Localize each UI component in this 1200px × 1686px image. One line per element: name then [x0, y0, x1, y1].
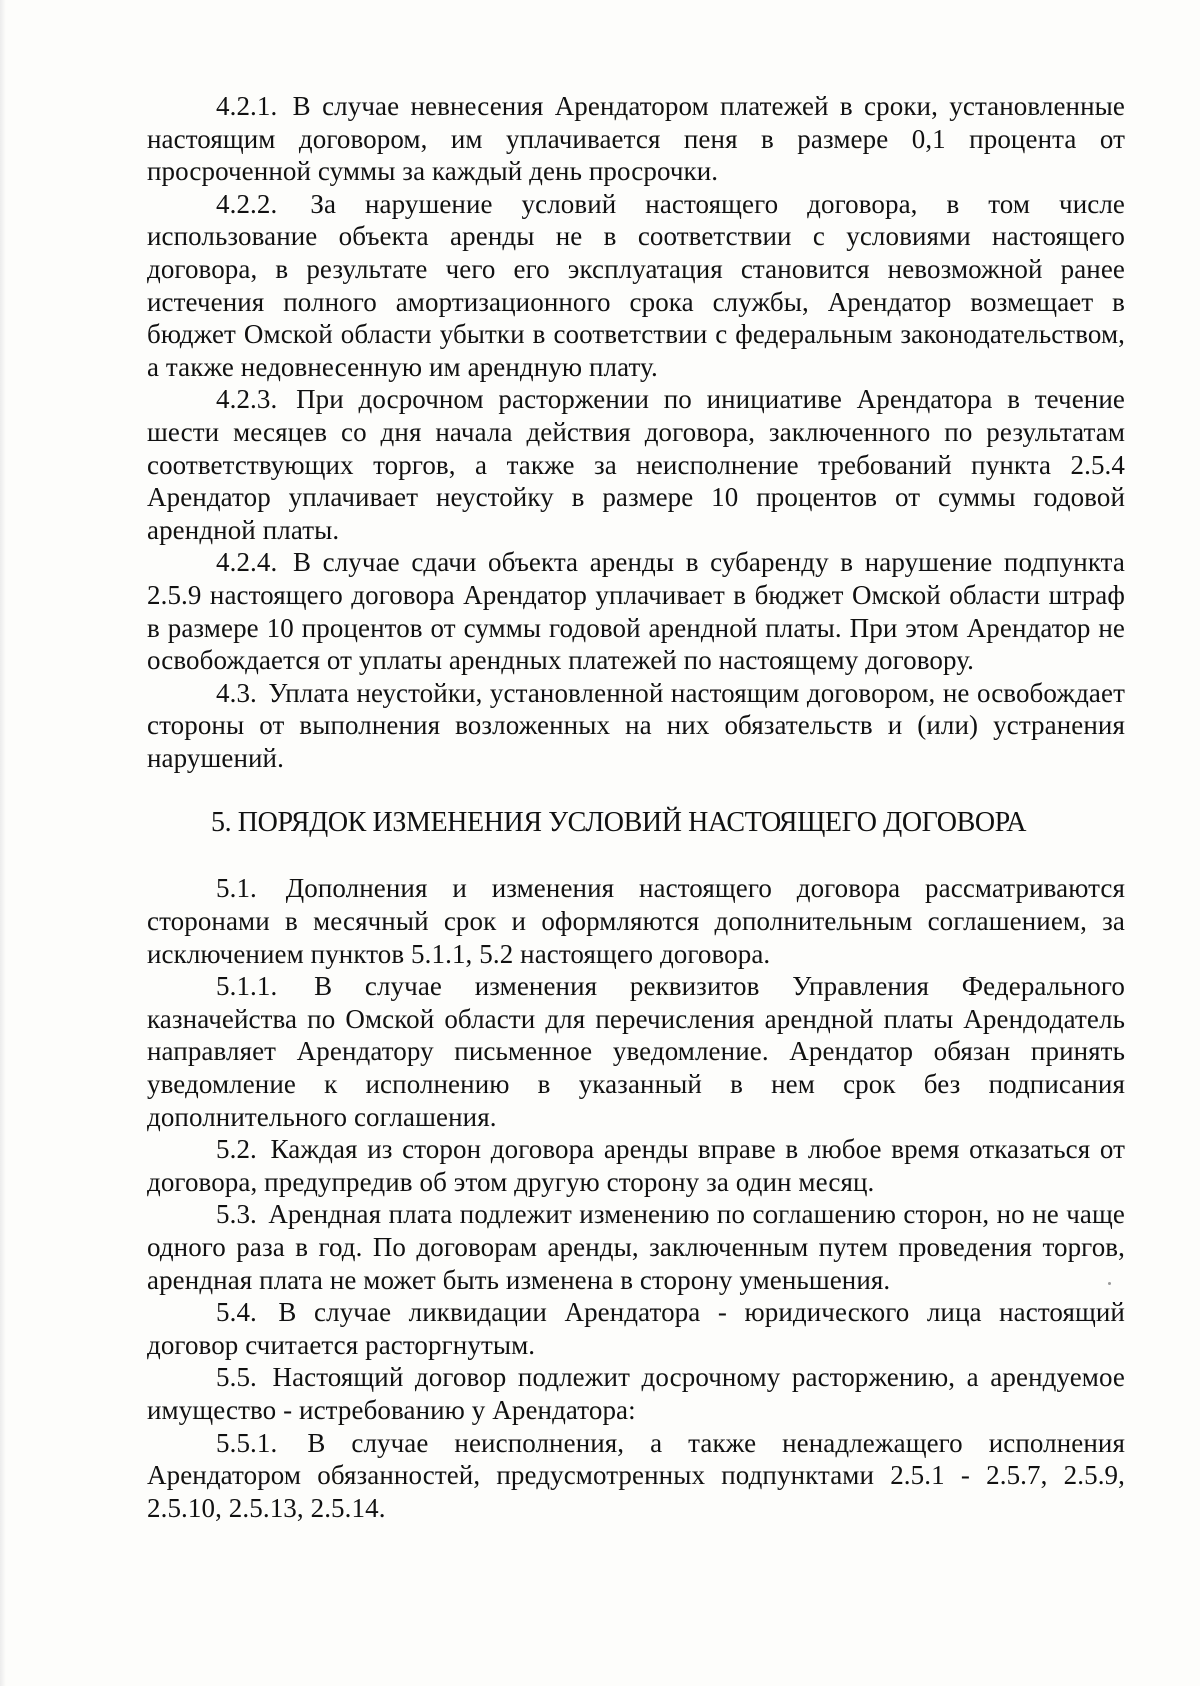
clause-text: Каждая из сторон договора аренды вправе в любое время отказаться от договора, предупредив об этом другую сторону за один месяц. — [147, 1134, 1125, 1197]
clause-number: 5.4. — [216, 1297, 257, 1328]
clause-block-5 — [147, 872, 1125, 1524]
clause-text: Настоящий договор подлежит досрочному расторжению, а арендуемое имущество - истребованию у Арендатора: — [147, 1362, 1125, 1425]
clause-text: В случае неисполнения, а также ненадлежащего исполнения Арендатором обязанностей, предусмотренных подпунктами 2.5.1 - 2.5.7, 2.5.9, 2.5.10, 2.5.13, 2.5.14. — [147, 1427, 1125, 1523]
clause-5-5-1 — [147, 1427, 1125, 1525]
clause-4-3 — [147, 677, 1125, 775]
scan-speck — [1108, 1282, 1111, 1285]
clause-block-4 — [147, 90, 1125, 774]
clause-number: 5.1. — [216, 873, 257, 904]
clause-number: 5.5.1. — [216, 1427, 278, 1458]
clause-text: В случае сдачи объекта аренды в субаренду в нарушение подпункта 2.5.9 настоящего договора Арендатор уплачивает в бюджет Омской области штраф в размере 10 процентов от суммы годовой арендной платы. При этом Арендатор не освобождается от уплаты арендных платежей по настоящему договору. — [147, 547, 1125, 676]
clause-text: При досрочном расторжении по инициативе Арендатора в течение шести месяцев со дня начала действия договора, заключенного по результатам соответствующих торгов, а также за неисполнение требований пункта 2.5.4 Арендатор уплачивает неустойку в размере 10 процентов от суммы годовой арендной платы. — [147, 384, 1125, 545]
document-body — [147, 90, 1125, 1524]
clause-number: 5.2. — [216, 1134, 257, 1165]
section-5-title: 5. ПОРЯДОК ИЗМЕНЕНИЯ УСЛОВИЙ НАСТОЯЩЕГО ДОГОВОРА — [211, 807, 1027, 839]
clause-5-1-1 — [147, 970, 1125, 1133]
clause-text: В случае изменения реквизитов Управления Федерального казначейства по Омской области для перечисления арендной платы Арендодатель направляет Арендатору письменное уведомление. Арендатор обязан принять уведомление к исполнению в указанный в нем срок без подписания дополнительного соглашения. — [147, 971, 1125, 1132]
clause-number: 4.2.2. — [216, 188, 278, 219]
clause-text: В случае невнесения Арендатором платежей в сроки, установленные настоящим договором, им уплачивается пеня в размере 0,1 процента от просроченной суммы за каждый день просрочки. — [147, 91, 1125, 187]
clause-number: 4.2.1. — [216, 91, 278, 121]
clause-text: Арендная плата подлежит изменению по соглашению сторон, но не чаще одного раза в год. По договорам аренды, заключенным путем проведения торгов, арендная плата не может быть изменена в сторону уменьшения. — [147, 1199, 1125, 1295]
clause-text: За нарушение условий настоящего договора, в том числе использование объекта аренды не в соответствии с условиями настоящего договора, в результате чего его эксплуатация становится невозможной ранее истечения полного амортизационного срока службы, Арендатор возмещает в бюджет Омской области убытки в соответствии с федеральным законодательством, а также недовнесенную им арендную плату. — [147, 188, 1125, 382]
clause-number: 5.3. — [216, 1199, 257, 1230]
clause-number: 4.2.3. — [216, 384, 278, 415]
clause-4-2-2 — [147, 188, 1125, 384]
clause-text: Дополнения и изменения настоящего договора рассматриваются сторонами в месячный срок и оформляются дополнительным соглашением, за исключением пунктов 5.1.1, 5.2 настоящего договора. — [147, 873, 1125, 969]
clause-5-5 — [147, 1361, 1125, 1426]
clause-4-2-1 — [147, 90, 1125, 188]
spacer — [147, 774, 1125, 776]
clause-5-2 — [147, 1133, 1125, 1198]
clause-text: Уплата неустойки, установленной настоящим договором, не освобождает стороны от выполнения возложенных на них обязательств и (или) устранения нарушений. — [147, 677, 1125, 773]
clause-4-2-4 — [147, 546, 1125, 676]
clause-number: 4.2.4. — [216, 547, 278, 578]
clause-4-2-3 — [147, 383, 1125, 546]
clause-5-1 — [147, 872, 1125, 970]
clause-5-3 — [147, 1198, 1125, 1296]
clause-number: 5.5. — [216, 1362, 257, 1393]
clause-5-4 — [147, 1296, 1125, 1361]
clause-text: В случае ликвидации Арендатора - юридического лица настоящий договор считается расторгнутым. — [147, 1297, 1125, 1360]
scan-edge-shadow — [0, 0, 6, 1686]
clause-number: 5.1.1. — [216, 971, 278, 1002]
clause-number: 4.3. — [216, 677, 257, 708]
